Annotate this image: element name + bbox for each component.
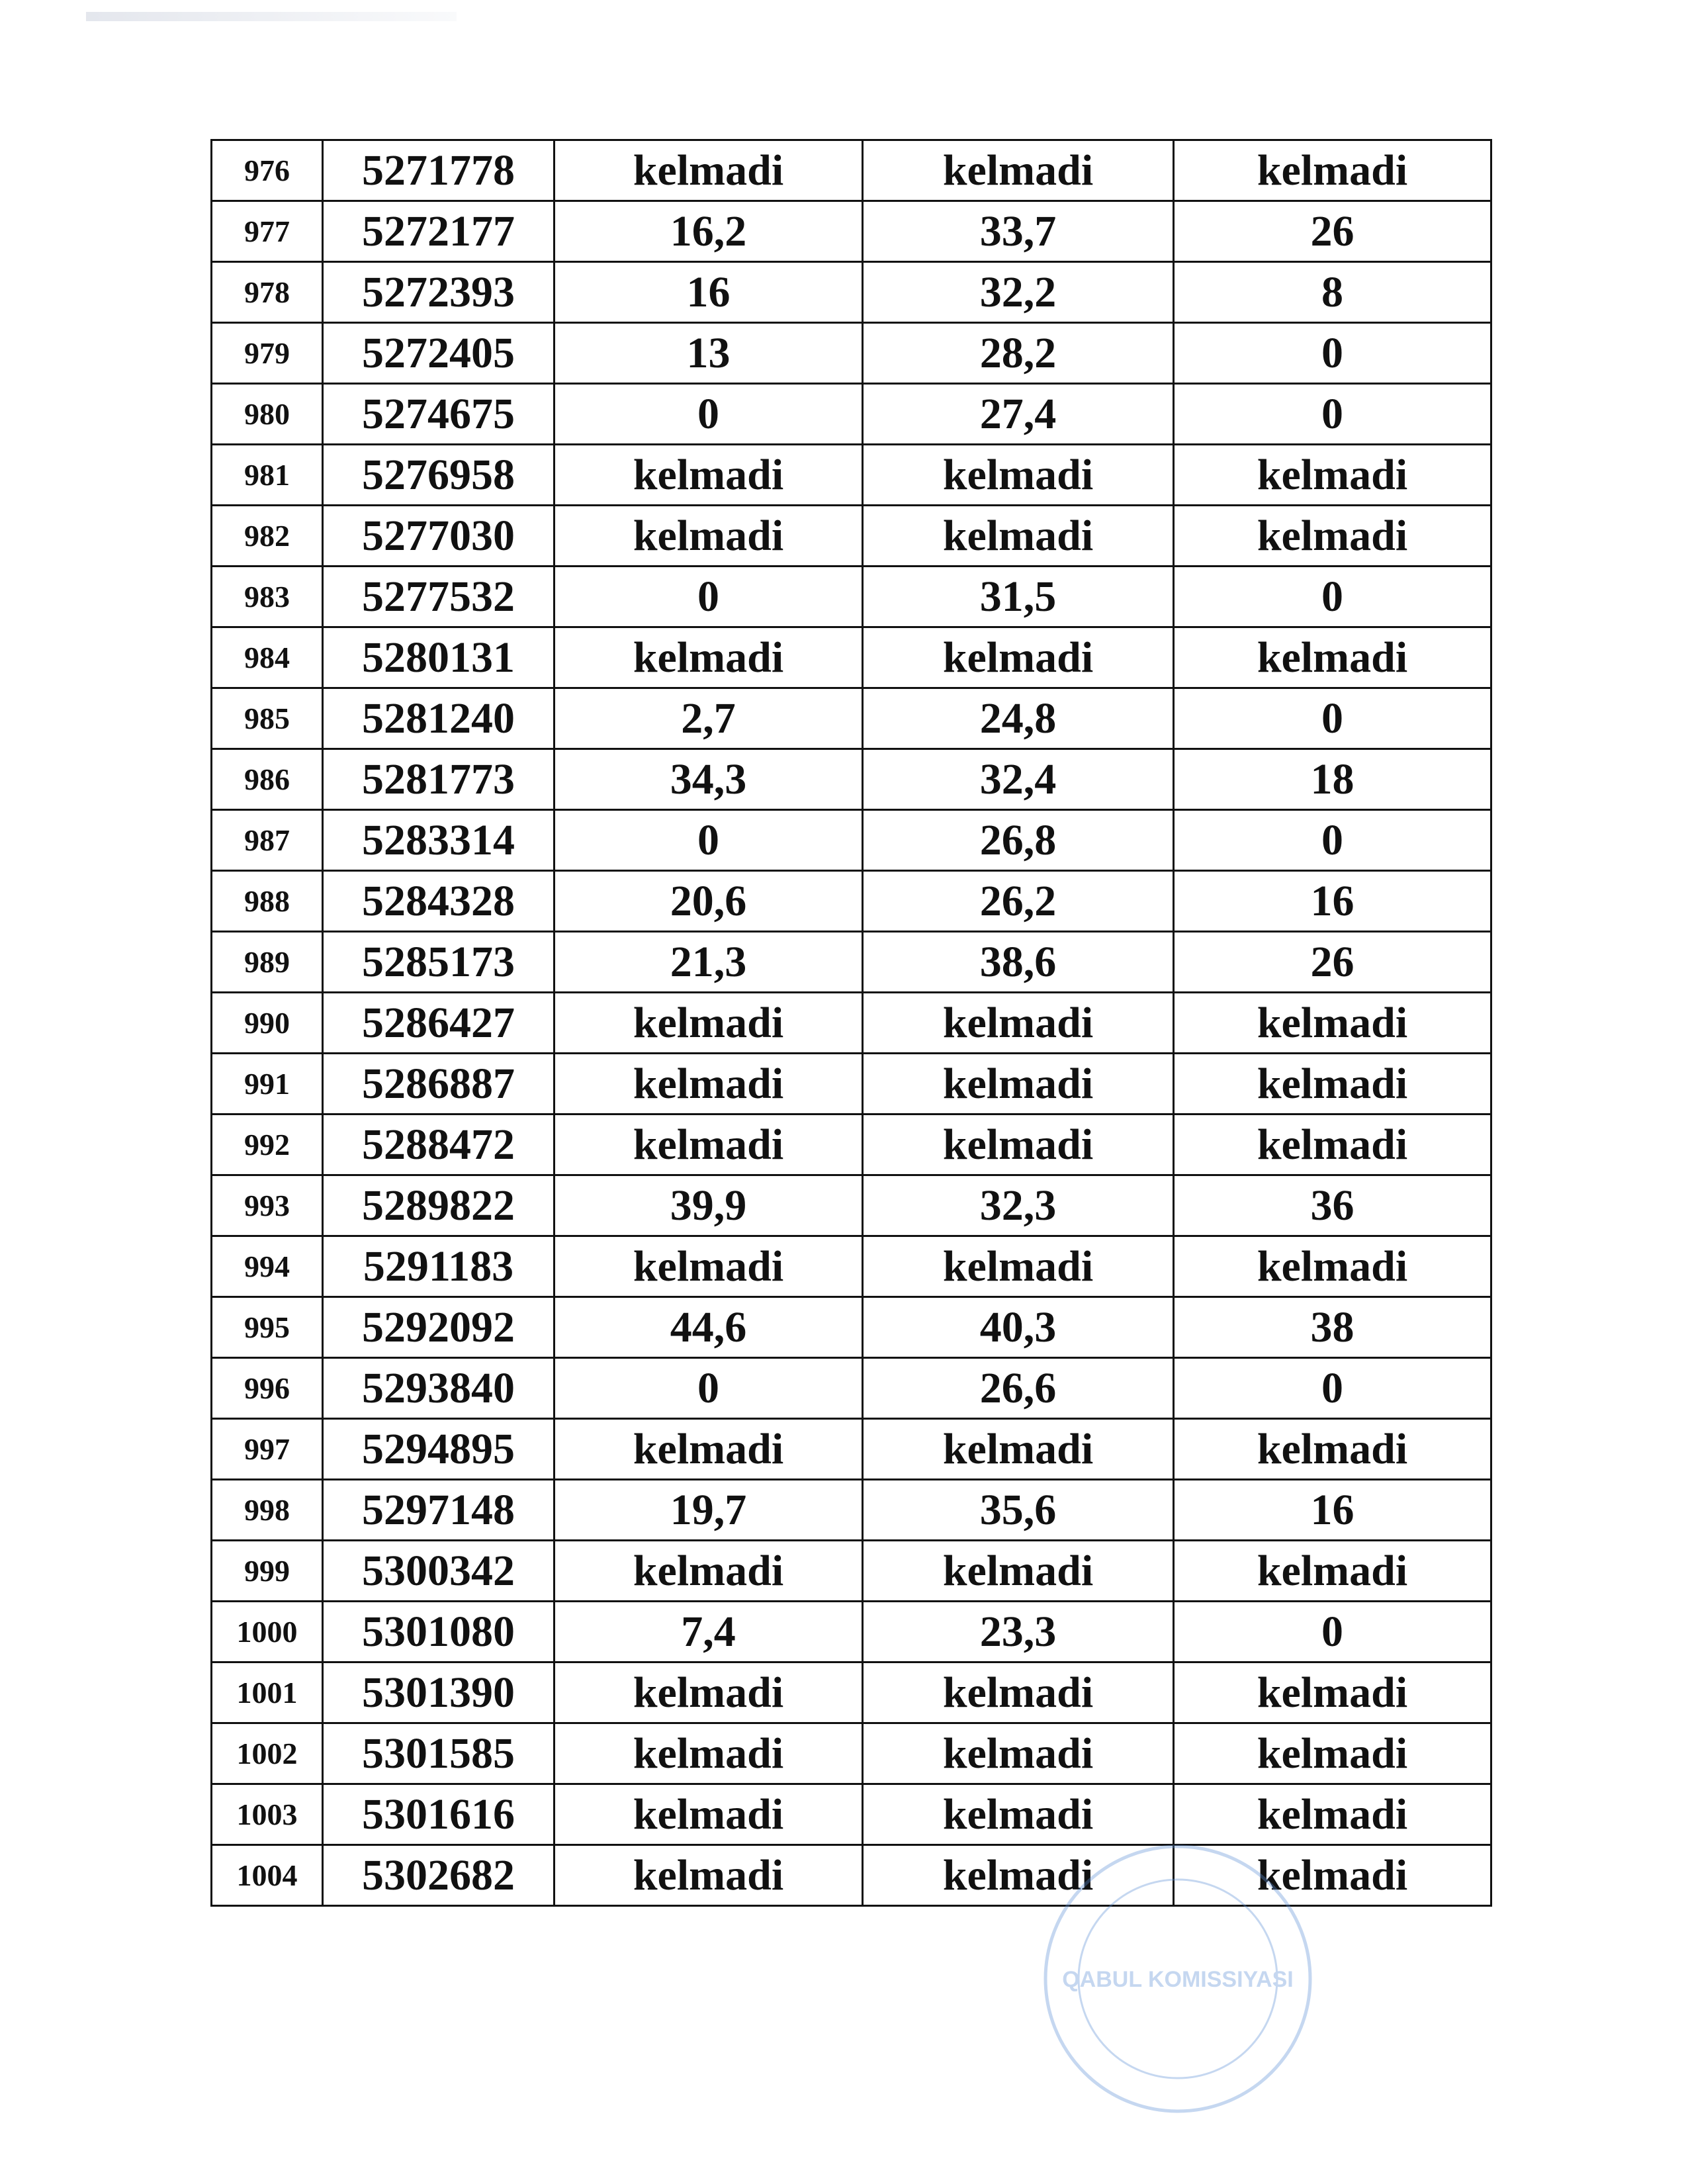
score-2-cell: 32,3 bbox=[863, 1175, 1174, 1236]
score-2-cell: kelmadi bbox=[863, 1236, 1174, 1297]
score-2-cell: 23,3 bbox=[863, 1602, 1174, 1662]
candidate-id-cell: 5272405 bbox=[323, 323, 555, 384]
score-2-cell: 35,6 bbox=[863, 1480, 1174, 1541]
candidate-id-cell: 5302682 bbox=[323, 1845, 555, 1906]
row-number-cell: 976 bbox=[212, 140, 323, 201]
table-row bbox=[212, 506, 1491, 567]
score-3-cell: kelmadi bbox=[1174, 1236, 1491, 1297]
candidate-id-cell: 5272177 bbox=[323, 201, 555, 262]
score-3-cell: 0 bbox=[1174, 1602, 1491, 1662]
candidate-id-cell: 5276958 bbox=[323, 445, 555, 506]
row-number-cell: 984 bbox=[212, 627, 323, 688]
score-1-cell: 0 bbox=[555, 567, 863, 627]
score-1-cell: kelmadi bbox=[555, 140, 863, 201]
score-3-cell: kelmadi bbox=[1174, 1662, 1491, 1723]
candidate-id-cell: 5286887 bbox=[323, 1054, 555, 1115]
table-row bbox=[212, 749, 1491, 810]
candidate-id-cell: 5289822 bbox=[323, 1175, 555, 1236]
row-number-cell: 1003 bbox=[212, 1784, 323, 1845]
score-3-cell: kelmadi bbox=[1174, 1845, 1491, 1906]
candidate-id-cell: 5280131 bbox=[323, 627, 555, 688]
table-row bbox=[212, 1845, 1491, 1906]
table-row bbox=[212, 627, 1491, 688]
table-row bbox=[212, 871, 1491, 932]
score-3-cell: 36 bbox=[1174, 1175, 1491, 1236]
score-1-cell: 7,4 bbox=[555, 1602, 863, 1662]
score-3-cell: kelmadi bbox=[1174, 1054, 1491, 1115]
table-row bbox=[212, 445, 1491, 506]
candidate-id-cell: 5301390 bbox=[323, 1662, 555, 1723]
score-3-cell: 26 bbox=[1174, 201, 1491, 262]
score-3-cell: kelmadi bbox=[1174, 506, 1491, 567]
candidate-id-cell: 5292092 bbox=[323, 1297, 555, 1358]
row-number-cell: 997 bbox=[212, 1419, 323, 1480]
score-2-cell: kelmadi bbox=[863, 140, 1174, 201]
score-2-cell: kelmadi bbox=[863, 1723, 1174, 1784]
table-row bbox=[212, 993, 1491, 1054]
row-number-cell: 1001 bbox=[212, 1662, 323, 1723]
score-2-cell: 24,8 bbox=[863, 688, 1174, 749]
table-row bbox=[212, 201, 1491, 262]
score-3-cell: 0 bbox=[1174, 1358, 1491, 1419]
row-number-cell: 979 bbox=[212, 323, 323, 384]
score-1-cell: 0 bbox=[555, 810, 863, 871]
candidate-id-cell: 5291183 bbox=[323, 1236, 555, 1297]
table-row bbox=[212, 1236, 1491, 1297]
score-1-cell: kelmadi bbox=[555, 1419, 863, 1480]
row-number-cell: 999 bbox=[212, 1541, 323, 1602]
score-1-cell: 0 bbox=[555, 384, 863, 445]
table-row bbox=[212, 688, 1491, 749]
score-3-cell: kelmadi bbox=[1174, 1541, 1491, 1602]
table-row bbox=[212, 1054, 1491, 1115]
row-number-cell: 982 bbox=[212, 506, 323, 567]
score-1-cell: kelmadi bbox=[555, 506, 863, 567]
score-3-cell: 18 bbox=[1174, 749, 1491, 810]
candidate-id-cell: 5277532 bbox=[323, 567, 555, 627]
score-3-cell: kelmadi bbox=[1174, 140, 1491, 201]
candidate-id-cell: 5272393 bbox=[323, 262, 555, 323]
candidate-id-cell: 5301616 bbox=[323, 1784, 555, 1845]
score-3-cell: kelmadi bbox=[1174, 993, 1491, 1054]
table-row bbox=[212, 1602, 1491, 1662]
row-number-cell: 989 bbox=[212, 932, 323, 993]
score-3-cell: kelmadi bbox=[1174, 627, 1491, 688]
row-number-cell: 980 bbox=[212, 384, 323, 445]
table-row bbox=[212, 323, 1491, 384]
score-3-cell: 0 bbox=[1174, 323, 1491, 384]
score-3-cell: kelmadi bbox=[1174, 1784, 1491, 1845]
score-3-cell: 26 bbox=[1174, 932, 1491, 993]
candidate-id-cell: 5288472 bbox=[323, 1115, 555, 1175]
score-2-cell: 31,5 bbox=[863, 567, 1174, 627]
table-row bbox=[212, 1541, 1491, 1602]
score-3-cell: 16 bbox=[1174, 871, 1491, 932]
score-1-cell: 39,9 bbox=[555, 1175, 863, 1236]
score-2-cell: kelmadi bbox=[863, 445, 1174, 506]
score-3-cell: kelmadi bbox=[1174, 445, 1491, 506]
score-2-cell: 32,2 bbox=[863, 262, 1174, 323]
candidate-id-cell: 5286427 bbox=[323, 993, 555, 1054]
score-3-cell: 0 bbox=[1174, 567, 1491, 627]
row-number-cell: 996 bbox=[212, 1358, 323, 1419]
score-2-cell: kelmadi bbox=[863, 1845, 1174, 1906]
table-row bbox=[212, 1784, 1491, 1845]
row-number-cell: 998 bbox=[212, 1480, 323, 1541]
row-number-cell: 1002 bbox=[212, 1723, 323, 1784]
table-row bbox=[212, 1175, 1491, 1236]
table-row bbox=[212, 1723, 1491, 1784]
score-2-cell: 26,6 bbox=[863, 1358, 1174, 1419]
row-number-cell: 987 bbox=[212, 810, 323, 871]
table-row bbox=[212, 1662, 1491, 1723]
score-2-cell: 26,2 bbox=[863, 871, 1174, 932]
candidate-id-cell: 5281773 bbox=[323, 749, 555, 810]
table-row bbox=[212, 384, 1491, 445]
score-1-cell: 44,6 bbox=[555, 1297, 863, 1358]
candidate-id-cell: 5293840 bbox=[323, 1358, 555, 1419]
score-3-cell: 38 bbox=[1174, 1297, 1491, 1358]
score-2-cell: kelmadi bbox=[863, 993, 1174, 1054]
score-3-cell: kelmadi bbox=[1174, 1723, 1491, 1784]
score-2-cell: 28,2 bbox=[863, 323, 1174, 384]
candidate-id-cell: 5283314 bbox=[323, 810, 555, 871]
candidate-id-cell: 5274675 bbox=[323, 384, 555, 445]
score-2-cell: 38,6 bbox=[863, 932, 1174, 993]
candidate-id-cell: 5284328 bbox=[323, 871, 555, 932]
score-1-cell: kelmadi bbox=[555, 1662, 863, 1723]
score-2-cell: 27,4 bbox=[863, 384, 1174, 445]
row-number-cell: 992 bbox=[212, 1115, 323, 1175]
table-row bbox=[212, 1480, 1491, 1541]
score-1-cell: kelmadi bbox=[555, 1541, 863, 1602]
score-1-cell: 19,7 bbox=[555, 1480, 863, 1541]
candidate-id-cell: 5301585 bbox=[323, 1723, 555, 1784]
score-1-cell: 20,6 bbox=[555, 871, 863, 932]
table-row bbox=[212, 262, 1491, 323]
table-row bbox=[212, 1297, 1491, 1358]
candidate-id-cell: 5301080 bbox=[323, 1602, 555, 1662]
score-2-cell: kelmadi bbox=[863, 1662, 1174, 1723]
score-1-cell: 34,3 bbox=[555, 749, 863, 810]
row-number-cell: 983 bbox=[212, 567, 323, 627]
score-2-cell: 32,4 bbox=[863, 749, 1174, 810]
row-number-cell: 981 bbox=[212, 445, 323, 506]
row-number-cell: 1000 bbox=[212, 1602, 323, 1662]
row-number-cell: 994 bbox=[212, 1236, 323, 1297]
candidate-id-cell: 5285173 bbox=[323, 932, 555, 993]
row-number-cell: 977 bbox=[212, 201, 323, 262]
row-number-cell: 993 bbox=[212, 1175, 323, 1236]
candidate-id-cell: 5294895 bbox=[323, 1419, 555, 1480]
scan-artifact bbox=[86, 12, 457, 21]
results-table bbox=[210, 139, 1492, 1907]
score-1-cell: 21,3 bbox=[555, 932, 863, 993]
score-1-cell: kelmadi bbox=[555, 627, 863, 688]
row-number-cell: 990 bbox=[212, 993, 323, 1054]
score-1-cell: kelmadi bbox=[555, 1845, 863, 1906]
row-number-cell: 1004 bbox=[212, 1845, 323, 1906]
score-2-cell: 33,7 bbox=[863, 201, 1174, 262]
score-1-cell: 0 bbox=[555, 1358, 863, 1419]
table-row bbox=[212, 140, 1491, 201]
candidate-id-cell: 5300342 bbox=[323, 1541, 555, 1602]
results-table-body bbox=[212, 140, 1491, 1906]
score-1-cell: 13 bbox=[555, 323, 863, 384]
score-2-cell: kelmadi bbox=[863, 627, 1174, 688]
row-number-cell: 985 bbox=[212, 688, 323, 749]
score-1-cell: 16 bbox=[555, 262, 863, 323]
table-row bbox=[212, 1358, 1491, 1419]
score-2-cell: 26,8 bbox=[863, 810, 1174, 871]
score-2-cell: 40,3 bbox=[863, 1297, 1174, 1358]
row-number-cell: 991 bbox=[212, 1054, 323, 1115]
score-1-cell: kelmadi bbox=[555, 1054, 863, 1115]
score-1-cell: 16,2 bbox=[555, 201, 863, 262]
score-2-cell: kelmadi bbox=[863, 1784, 1174, 1845]
score-3-cell: 16 bbox=[1174, 1480, 1491, 1541]
table-row bbox=[212, 932, 1491, 993]
score-2-cell: kelmadi bbox=[863, 1419, 1174, 1480]
row-number-cell: 995 bbox=[212, 1297, 323, 1358]
score-2-cell: kelmadi bbox=[863, 1054, 1174, 1115]
table-row bbox=[212, 567, 1491, 627]
row-number-cell: 988 bbox=[212, 871, 323, 932]
score-2-cell: kelmadi bbox=[863, 506, 1174, 567]
score-2-cell: kelmadi bbox=[863, 1115, 1174, 1175]
score-1-cell: kelmadi bbox=[555, 1236, 863, 1297]
score-1-cell: kelmadi bbox=[555, 993, 863, 1054]
score-1-cell: kelmadi bbox=[555, 1723, 863, 1784]
score-1-cell: kelmadi bbox=[555, 1784, 863, 1845]
score-3-cell: 0 bbox=[1174, 384, 1491, 445]
candidate-id-cell: 5281240 bbox=[323, 688, 555, 749]
score-1-cell: kelmadi bbox=[555, 1115, 863, 1175]
score-3-cell: 8 bbox=[1174, 262, 1491, 323]
candidate-id-cell: 5297148 bbox=[323, 1480, 555, 1541]
score-3-cell: kelmadi bbox=[1174, 1115, 1491, 1175]
row-number-cell: 978 bbox=[212, 262, 323, 323]
score-1-cell: 2,7 bbox=[555, 688, 863, 749]
candidate-id-cell: 5271778 bbox=[323, 140, 555, 201]
score-3-cell: kelmadi bbox=[1174, 1419, 1491, 1480]
stamp-text: QABUL KOMISSIYASI bbox=[1062, 1967, 1294, 1992]
score-3-cell: 0 bbox=[1174, 810, 1491, 871]
table-row bbox=[212, 810, 1491, 871]
score-2-cell: kelmadi bbox=[863, 1541, 1174, 1602]
score-1-cell: kelmadi bbox=[555, 445, 863, 506]
table-row bbox=[212, 1115, 1491, 1175]
candidate-id-cell: 5277030 bbox=[323, 506, 555, 567]
table-row bbox=[212, 1419, 1491, 1480]
row-number-cell: 986 bbox=[212, 749, 323, 810]
score-3-cell: 0 bbox=[1174, 688, 1491, 749]
